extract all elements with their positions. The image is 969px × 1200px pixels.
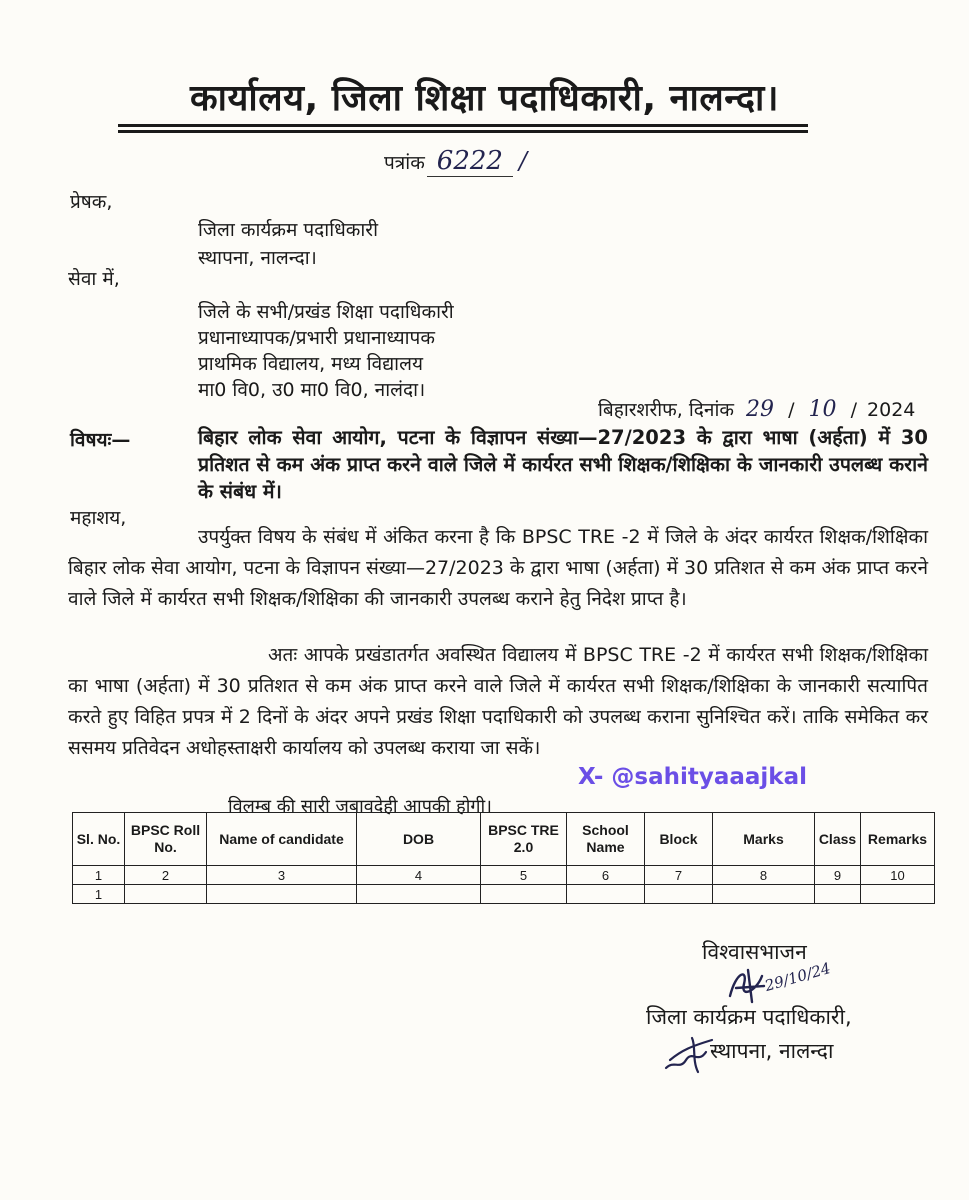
table-number-cell: 9: [815, 866, 861, 885]
closing-text: विश्वासभाजन: [702, 940, 807, 964]
signatory-office: स्थापना, नालन्दा: [710, 1039, 834, 1063]
watermark-handle: X- @sahityaaajkal: [578, 764, 808, 790]
recipient-label: सेवा में,: [68, 268, 120, 290]
table-number-cell: 10: [861, 866, 935, 885]
candidate-table: [72, 812, 935, 904]
table-number-cell: 5: [481, 866, 567, 885]
title-underline-bottom: [118, 130, 808, 133]
table-header-cell: Block: [645, 813, 713, 866]
sender-line: जिला कार्यक्रम पदाधिकारी: [198, 219, 379, 241]
table-cell: [713, 885, 815, 904]
table-header-cell: Sl. No.: [73, 813, 125, 866]
signature-date: 29/10/24: [762, 959, 833, 995]
subject-label: विषयः—: [70, 429, 131, 451]
table-cell: [207, 885, 357, 904]
table-header-cell: BPSC TRE 2.0: [481, 813, 567, 866]
sender-line: स्थापना, नालन्दा।: [198, 247, 317, 269]
salutation: महाशय,: [70, 507, 127, 529]
recipient-line: मा0 वि0, उ0 मा0 वि0, नालंदा।: [198, 379, 426, 401]
table-row: [73, 885, 935, 904]
table-cell: [861, 885, 935, 904]
letter-ref-label: पत्रांक: [384, 152, 425, 174]
table-cell: [567, 885, 645, 904]
table-numbering-row: [73, 866, 935, 885]
table-header-row: [73, 813, 935, 866]
signatory-title: जिला कार्यक्रम पदाधिकारी,: [646, 1005, 852, 1029]
letter-ref: [384, 146, 527, 176]
recipient-line: प्राथमिक विद्यालय, मध्य विद्यालय: [198, 353, 423, 375]
date-place: बिहारशरीफ, दिनांक: [598, 399, 734, 421]
table-number-cell: 6: [567, 866, 645, 885]
table-cell: [815, 885, 861, 904]
table-cell: [125, 885, 207, 904]
date-month: 10: [808, 397, 837, 422]
letter-date: [598, 396, 915, 422]
date-separator: /: [850, 399, 857, 421]
subject-text: बिहार लोक सेवा आयोग, पटना के विज्ञापन संख्या—27/2023 के द्वारा भाषा (अर्हता) में 30 प्रतिशत से कम अंक प्राप्त करने वाले जिले में कार्यरत सभी शिक्षक/शिक्षिका के जानकारी उपलब्ध कराने के संबंध में।: [198, 426, 928, 503]
table-header-cell: BPSC Roll No.: [125, 813, 207, 866]
accountability-note: विलम्ब की सारी जबावदेही आपकी होगी।: [228, 796, 492, 817]
table-number-cell: 2: [125, 866, 207, 885]
date-separator: /: [788, 399, 795, 421]
letter-ref-number: 6222: [427, 146, 513, 177]
office-title: कार्यालय, जिला शिक्षा पदाधिकारी, नालन्दा।: [190, 78, 779, 119]
body-paragraph: उपर्युक्त विषय के संबंध में अंकित करना है कि BPSC TRE -2 में जिले के अंदर कार्यरत शिक्षक/शिक्षिका बिहार लोक सेवा आयोग, पटना के विज्ञापन संख्या—27/2023 के द्वारा भाषा (अर्हता) में 30 प्रतिशत से कम अंक प्राप्त करने वाले जिले में कार्यरत सभी शिक्षक/शिक्षिका की जानकारी उपलब्ध कराने हेतु निदेश प्राप्त है।: [68, 526, 928, 610]
letter-ref-suffix: /: [518, 147, 528, 175]
table-header-cell: Remarks: [861, 813, 935, 866]
sender-label: प्रेषक,: [70, 191, 113, 213]
table-header-cell: DOB: [357, 813, 481, 866]
date-day: 29: [746, 397, 775, 422]
table-number-cell: 1: [73, 866, 125, 885]
table-cell: [357, 885, 481, 904]
table-header-cell: Marks: [713, 813, 815, 866]
body-paragraph: अतः आपके प्रखंडातर्गत अवस्थित विद्यालय में BPSC TRE -2 में कार्यरत सभी शिक्षक/शिक्षिका का भाषा (अर्हता) में 30 प्रतिशत से कम अंक प्राप्त करने वाले जिले में कार्यरत सभी शिक्षक/शिक्षिका के जानकारी सत्यापित करते हुए विहित प्रपत्र में 2 दिनों के अंदर अपने प्रखंड शिक्षा पदाधिकारी को उपलब्ध कराना सुनिश्चित करें। ताकि समेकित कर ससमय प्रतिवेदन अधोहस्ताक्षरी कार्यालय को उपलब्ध कराया जा सकें।: [68, 644, 928, 759]
table-cell: [645, 885, 713, 904]
title-underline-top: [118, 124, 808, 127]
table-cell: [481, 885, 567, 904]
table-number-cell: 8: [713, 866, 815, 885]
table-number-cell: 3: [207, 866, 357, 885]
recipient-line: जिले के सभी/प्रखंड शिक्षा पदाधिकारी: [198, 301, 454, 323]
recipient-line: प्रधानाध्यापक/प्रभारी प्रधानाध्यापक: [198, 327, 435, 349]
table-cell: 1: [73, 885, 125, 904]
table-number-cell: 4: [357, 866, 481, 885]
date-year: 2024: [867, 399, 916, 421]
table-header-cell: Class: [815, 813, 861, 866]
table-number-cell: 7: [645, 866, 713, 885]
table-header-cell: Name of candidate: [207, 813, 357, 866]
table-header-cell: School Name: [567, 813, 645, 866]
